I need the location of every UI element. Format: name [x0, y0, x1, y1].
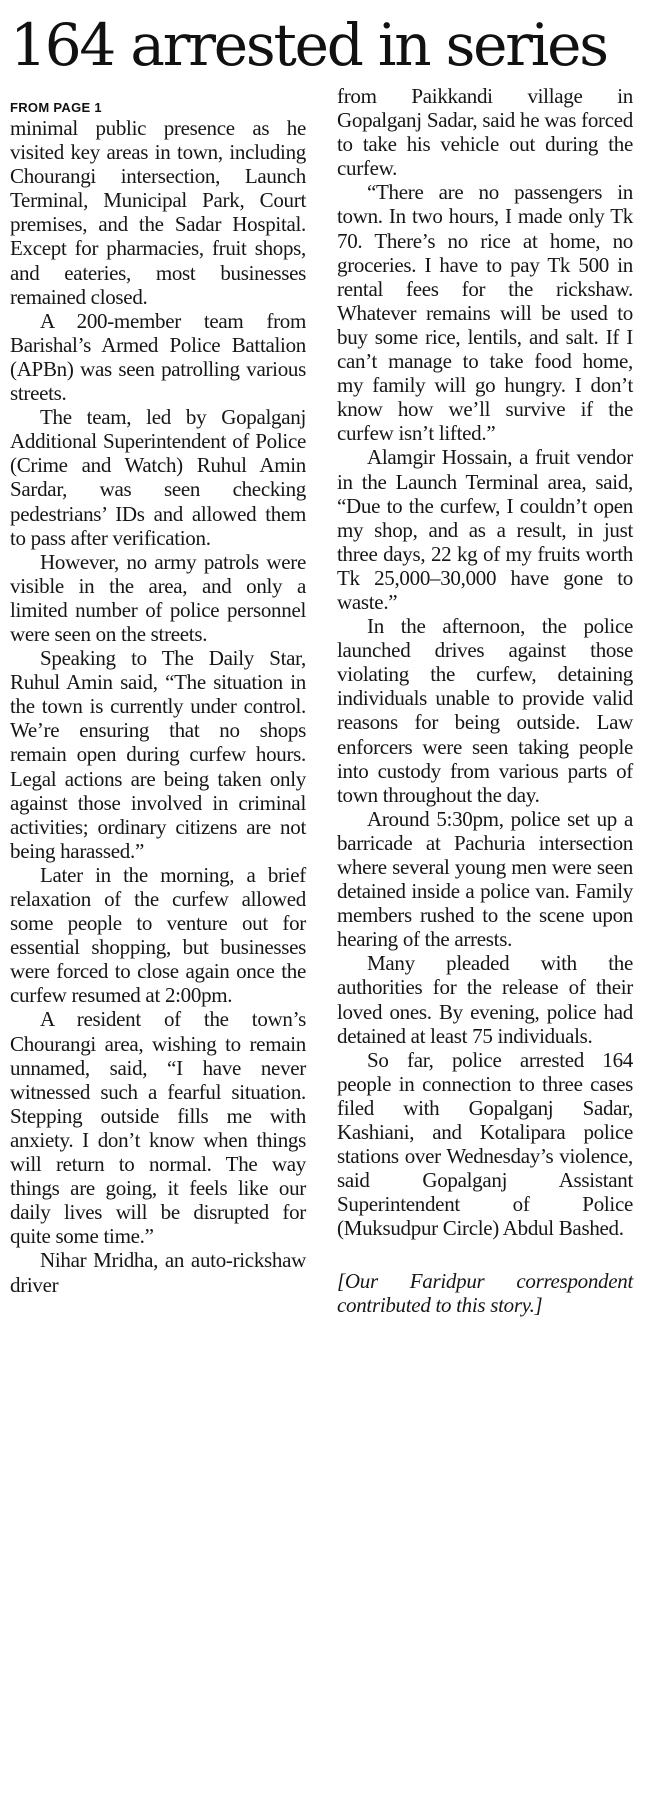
paragraph: from Paikkandi village in Gopalganj Sadar, said he was forced to take his vehicle out during the curfew.: [337, 84, 633, 181]
right-column: [337, 84, 633, 1317]
contributor-note: [Our Faridpur correspondent contributed to this story.]: [337, 1268, 633, 1317]
headline: 164 arrested in series: [10, 11, 607, 79]
paragraph: Many pleaded with the authorities for the release of their loved ones. By evening, police had detained at least 75 individuals.: [337, 951, 633, 1048]
paragraph: A resident of the town’s Chourangi area, wishing to remain unnamed, said, “I have never witnessed such a fearful situation. Stepping outside fills me with anxiety. I don’t know when things will return to normal. The way things are going, it feels like our daily lives will be disrupted for quite some time.”: [10, 1007, 306, 1249]
paragraph: However, no army patrols were visible in the area, and only a limited number of police personnel were seen on the streets.: [10, 549, 306, 646]
paragraph: Nihar Mridha, an auto-rickshaw driver: [10, 1248, 306, 1297]
paragraph: Alamgir Hossain, a fruit vendor in the Launch Terminal area, said, “Due to the curfew, I couldn’t open my shop, and as a result, in just three days, 22 kg of my fruits worth Tk 25,000–30,000 have gone to waste.”: [337, 445, 633, 614]
paragraph: The team, led by Gopalganj Additional Superintendent of Police (Crime and Watch) Ruhul Amin Sardar, was seen checking pedestrians’ IDs and allowed them to pass after verification.: [10, 405, 306, 550]
paragraph: Speaking to The Daily Star, Ruhul Amin said, “The situation in the town is currently under control. We’re ensuring that no shops remain open during curfew hours. Legal actions are being taken only against those involved in criminal activities; ordinary citizens are not being harassed.”: [10, 646, 306, 863]
paragraph: minimal public presence as he visited key areas in town, including Chourangi intersection, Launch Terminal, Municipal Park, Court premises, and the Sadar Hospital. Except for pharmacies, fruit shops, and eateries, most businesses remained closed.: [10, 116, 306, 309]
left-column: [10, 100, 306, 1297]
paragraph: So far, police arrested 164 people in connection to three cases filed with Gopalganj Sadar, Kashiani, and Kotalipara police stations over Wednesday’s violence, said Gopalganj Assistant Superintendent of Police (Muksudpur Circle) Abdul Bashed.: [337, 1047, 633, 1241]
paragraph: A 200-member team from Barishal’s Armed Police Battalion (APBn) was seen patrolling various streets.: [10, 308, 306, 406]
paragraph: “There are no passengers in town. In two hours, I made only Tk 70. There’s no rice at home, no groceries. I have to pay Tk 500 in rental fees for the rickshaw. Whatever remains will be used to buy some rice, lentils, and salt. If I can’t manage to take food home, my family will go hungry. I don’t know how we’ll survive if the curfew isn’t lifted.”: [337, 180, 633, 446]
paragraph: In the afternoon, the police launched drives against those violating the curfew, detaining individuals unable to provide valid reasons for being outside. Law enforcers were seen taking people into custody from various parts of town throughout the day.: [337, 614, 633, 807]
jump-label: FROM PAGE 1: [10, 100, 102, 115]
paragraph: Later in the morning, a brief relaxation of the curfew allowed some people to venture out for essential shopping, but businesses were forced to close again once the curfew resumed at 2:00pm.: [10, 862, 306, 1008]
paragraph: Around 5:30pm, police set up a barricade at Pachuria intersection where several young men were seen detained inside a police van. Family members rushed to the scene upon hearing of the arrests.: [337, 806, 633, 952]
